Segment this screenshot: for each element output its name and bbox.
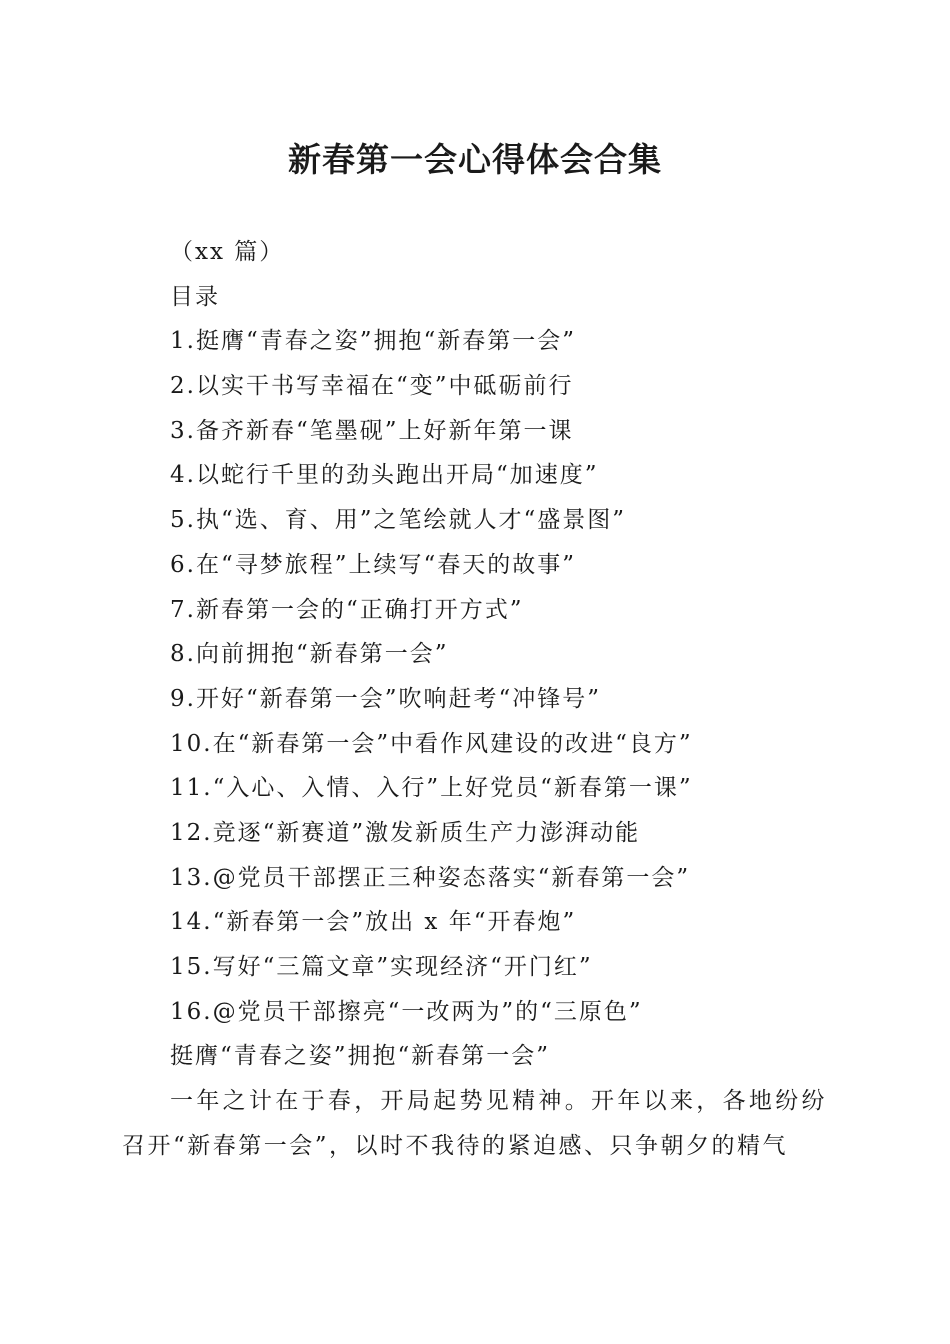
toc-item: 15.写好“三篇文章”实现经济“开门红” xyxy=(170,954,593,980)
toc-item: 3.备齐新春“笔墨砚”上好新年第一课 xyxy=(170,417,574,444)
toc-item: 2.以实干书写幸福在“变”中砥砺前行 xyxy=(170,373,574,400)
table-of-contents xyxy=(122,319,827,1034)
toc-item: 11.“入心、入情、入行”上好党员“新春第一课” xyxy=(170,775,693,802)
toc-item: 6.在“寻梦旅程”上续写“春天的故事” xyxy=(170,551,576,578)
section-heading: 挺膺“青春之姿”拥抱“新春第一会” xyxy=(170,1043,551,1070)
toc-item: 8.向前拥抱“新春第一会” xyxy=(170,641,449,668)
document-body xyxy=(122,230,827,1168)
toc-item: 14.“新春第一会”放出 x 年“开春炮” xyxy=(170,909,577,936)
toc-item: 13.@党员干部摆正三种姿态落实“新春第一会” xyxy=(170,864,691,891)
toc-item: 10.在“新春第一会”中看作风建设的改进“良方” xyxy=(170,730,693,757)
toc-heading: 目录 xyxy=(170,283,220,310)
count-note: （xx 篇） xyxy=(170,239,285,265)
toc-item: 12.竞逐“新赛道”激发新质生产力澎湃动能 xyxy=(170,819,641,846)
toc-item: 5.执“选、育、用”之笔绘就人才“盛景图” xyxy=(170,507,626,534)
toc-item: 16.@党员干部擦亮“一改两为”的“三原色” xyxy=(170,998,643,1025)
body-paragraph: 一年之计在于春，开局起势见精神。开年以来，各地纷纷召开“新春第一会”，以时不我待的紧迫感、只争朝夕的精气 xyxy=(122,1088,827,1159)
toc-item: 1.挺膺“青春之姿”拥抱“新春第一会” xyxy=(170,328,576,355)
document-title: 新春第一会心得体会合集 xyxy=(288,140,662,179)
toc-item: 4.以蛇行千里的劲头跑出开局“加速度” xyxy=(170,462,599,489)
toc-item: 9.开好“新春第一会”吹响赶考“冲锋号” xyxy=(170,685,601,712)
toc-item: 7.新春第一会的“正确打开方式” xyxy=(170,596,524,623)
